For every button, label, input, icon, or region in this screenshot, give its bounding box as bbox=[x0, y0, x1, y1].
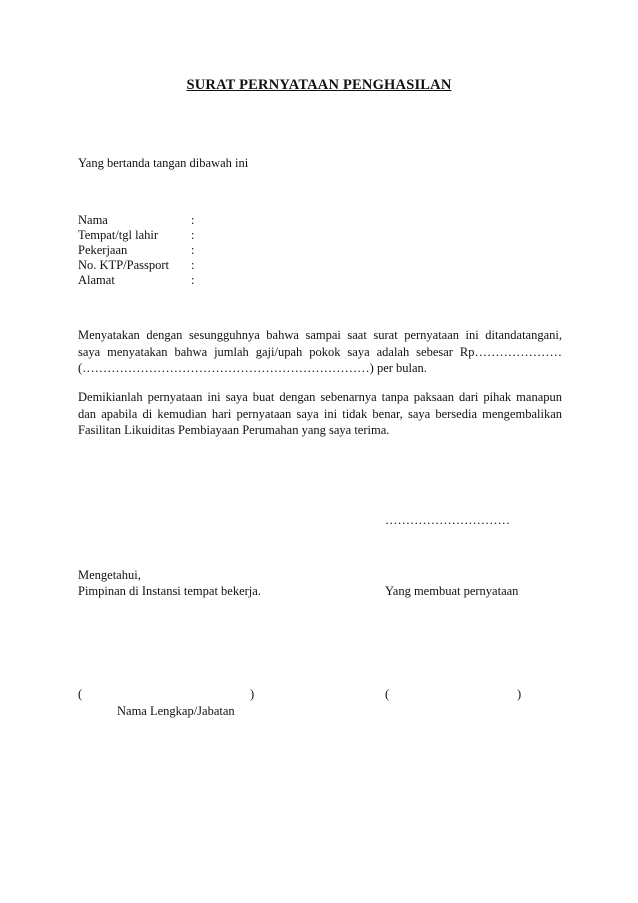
closing-paragraph bbox=[78, 389, 562, 439]
declarant-role-label: Yang membuat pernyataan bbox=[385, 584, 519, 598]
left-signature-open-paren: ( bbox=[78, 687, 83, 701]
date-placeholder: ………………………… bbox=[385, 513, 510, 527]
left-signature-close-paren: ) bbox=[250, 687, 255, 701]
statement-line-2: saya menyatakan bahwa jumlah gaji/upah pokok saya adalah sebesar Rp………………… bbox=[78, 344, 562, 359]
field-label-nama: Nama bbox=[78, 213, 108, 227]
statement-line-1: Menyatakan dengan sesungguhnya bahwa sampai saat surat pernyataan ini ditandatangani, bbox=[78, 328, 562, 342]
field-label-pekerjaan: Pekerjaan bbox=[78, 243, 128, 257]
closing-line-2: dan apabila di kemudian hari pernyataan saya ini tidak benar, saya bersedia mengembalikan bbox=[78, 406, 562, 421]
field-label-alamat: Alamat bbox=[78, 273, 115, 287]
document-title: SURAT PERNYATAAN PENGHASILAN bbox=[186, 77, 452, 93]
statement-paragraph bbox=[78, 327, 562, 377]
field-colon-nama: : bbox=[191, 213, 195, 227]
right-signature-open-paren: ( bbox=[385, 687, 390, 701]
field-colon-pekerjaan: : bbox=[191, 243, 195, 257]
field-label-tempat-tgl-lahir: Tempat/tgl lahir bbox=[78, 228, 159, 242]
statement-line-3: (……………………………………………………………) per bulan. bbox=[78, 361, 427, 375]
field-colon-tempat-tgl-lahir: : bbox=[191, 228, 195, 242]
employer-role-label: Pimpinan di Instansi tempat bekerja. bbox=[78, 584, 261, 598]
field-colon-alamat: : bbox=[191, 273, 195, 287]
intro-text: Yang bertanda tangan dibawah ini bbox=[78, 156, 249, 170]
acknowledged-label: Mengetahui, bbox=[78, 568, 141, 582]
left-signature-caption: Nama Lengkap/Jabatan bbox=[117, 704, 235, 718]
closing-line-1: Demikianlah pernyataan ini saya buat dengan sebenarnya tanpa paksaan dari pihak manapun bbox=[78, 390, 562, 404]
field-label-ktp-passport: No. KTP/Passport bbox=[78, 258, 169, 272]
right-signature-close-paren: ) bbox=[517, 687, 522, 701]
field-colon-ktp-passport: : bbox=[191, 258, 195, 272]
closing-line-3: Fasilitan Likuiditas Pembiayaan Perumahan yang saya terima. bbox=[78, 423, 390, 437]
